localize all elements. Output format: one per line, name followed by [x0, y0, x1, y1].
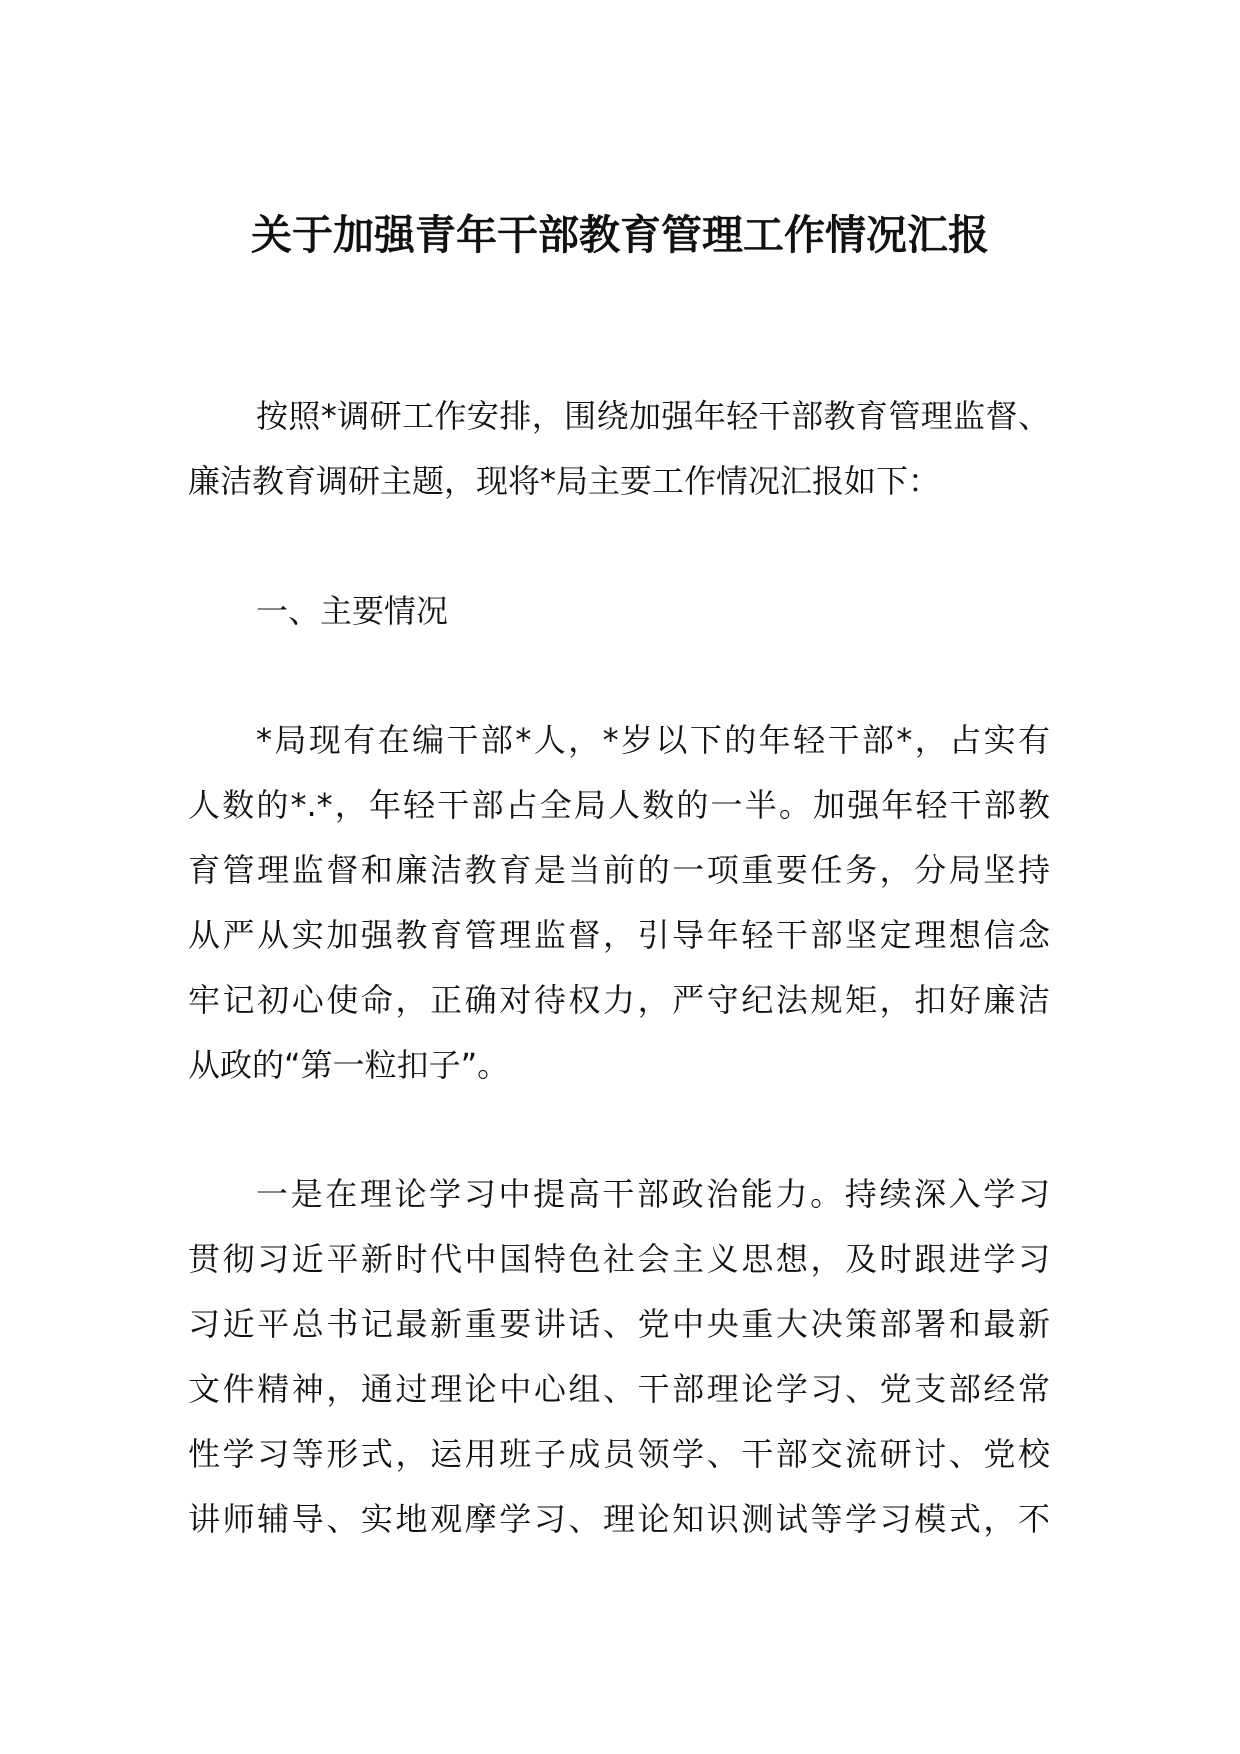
text-line: 从严从实加强教育管理监督，引导年轻干部坚定理想信念 [188, 916, 1050, 954]
text-line: 习近平总书记最新重要讲话、党中央重大决策部署和最新 [188, 1305, 1050, 1343]
text-line: 廉洁教育调研主题，现将*局主要工作情况汇报如下： [188, 462, 941, 500]
text-line: 育管理监督和廉洁教育是当前的一项重要任务，分局坚持 [188, 851, 1050, 889]
text-line: 贯彻习近平新时代中国特色社会主义思想，及时跟进学习 [188, 1240, 1050, 1278]
text-line: 一是在理论学习中提高干部政治能力。持续深入学习 [256, 1175, 1050, 1213]
document-title: 关于加强青年干部教育管理工作情况汇报 [251, 211, 989, 259]
text-line: 性学习等形式，运用班子成员领学、干部交流研讨、党校 [188, 1435, 1050, 1473]
text-line: 从政的“第一粒扣子”。 [188, 1046, 510, 1084]
text-line: 按照*调研工作安排，围绕加强年轻干部教育管理监督、 [256, 397, 1050, 435]
text-line: 牢记初心使命，正确对待权力，严守纪法规矩，扣好廉洁 [188, 981, 1050, 1019]
text-line: *局现有在编干部*人，*岁以下的年轻干部*，占实有 [256, 721, 1050, 759]
section-heading: 一、主要情况 [256, 592, 449, 630]
text-line: 文件精神，通过理论中心组、干部理论学习、党支部经常 [188, 1370, 1050, 1408]
text-line: 人数的*.*，年轻干部占全局人数的一半。加强年轻干部教 [188, 786, 1050, 824]
text-line: 讲师辅导、实地观摩学习、理论知识测试等学习模式，不 [188, 1500, 1050, 1538]
